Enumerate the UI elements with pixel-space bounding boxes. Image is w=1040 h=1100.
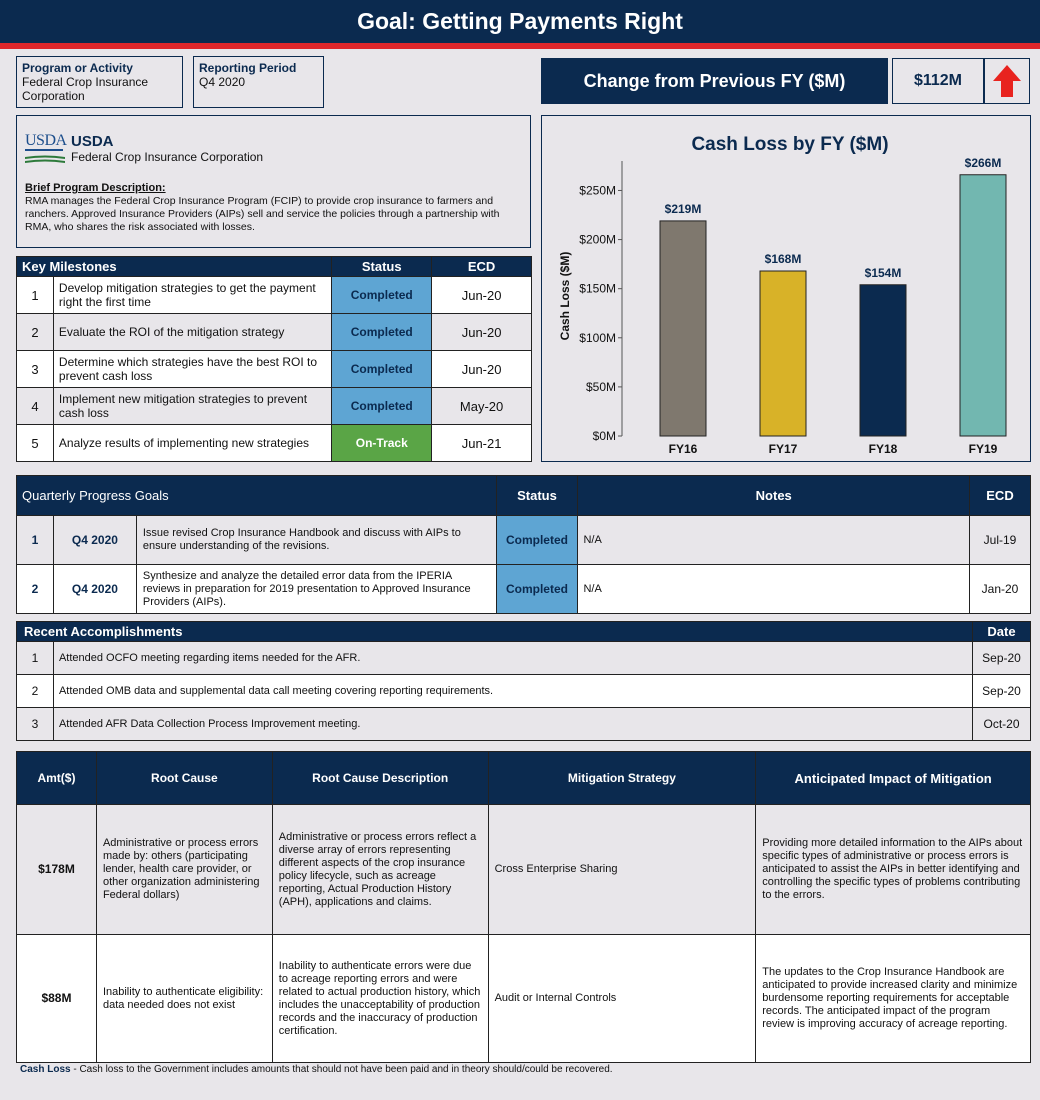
accomplishment-date: Sep-20 [973, 642, 1031, 675]
accomplishment-text: Attended AFR Data Collection Process Improvement meeting. [53, 708, 972, 741]
root-cause-description: Administrative or process errors reflect a diverse array of errors representing different aspects of the crop insurance policy lifecycle, such as acreage reporting, Actual Production History (APH), applications and claims. [272, 805, 488, 935]
quarterly-ecd: Jul-19 [970, 516, 1031, 565]
quarterly-notes: N/A [578, 516, 970, 565]
root-cause-text: Inability to authenticate eligibility: data needed does not exist [96, 935, 272, 1063]
chart-data-label: $168M [764, 252, 802, 266]
page-title: Goal: Getting Payments Right [0, 0, 1040, 43]
accomplishment-number: 3 [17, 708, 54, 741]
chart-y-tick-label: $250M [579, 183, 616, 198]
accomplishments-header-row [17, 622, 1031, 642]
chart-data-label: $219M [664, 201, 702, 216]
change-title: Change from Previous FY ($M) [541, 58, 888, 104]
milestones-title: Key Milestones [17, 257, 332, 277]
quarterly-status: Completed [496, 516, 578, 565]
mitigation-strategy-header: Mitigation Strategy [488, 752, 756, 805]
chart-x-tick-label: FY19 [968, 442, 998, 456]
milestone-row [17, 314, 532, 351]
root-cause-table [16, 751, 1031, 1063]
chart-y-tick-label: $200M [579, 232, 616, 247]
chart-title: Cash Loss by FY ($M) [691, 134, 889, 155]
root-cause-description: Inability to authenticate errors were due to acreage reporting errors and were related to actual production history, which includes the unacceptability of production records and the inaccuracy of production certification. [272, 935, 488, 1063]
chart-y-tick-label: $50M [585, 379, 616, 394]
quarterly-quarter: Q4 2020 [53, 516, 136, 565]
milestone-ecd: Jun-20 [432, 277, 532, 314]
usda-logo [25, 133, 67, 169]
root-cause-text: Administrative or process errors made by: others (participating lender, health care provider, or other organization administering Federal dollars) [96, 805, 272, 935]
milestone-number: 1 [17, 277, 54, 314]
chart-bar [860, 285, 906, 436]
usda-logo-text: USDA [25, 132, 67, 149]
milestone-ecd: Jun-20 [432, 314, 532, 351]
chart-bar [960, 175, 1006, 436]
accomplishment-row [17, 642, 1031, 675]
milestones-status-header: Status [332, 257, 432, 277]
milestone-number: 5 [17, 425, 54, 462]
brief-description-label: Brief Program Description: [25, 182, 166, 194]
milestones-ecd-header: ECD [432, 257, 532, 277]
milestone-number: 2 [17, 314, 54, 351]
quarterly-ecd: Jan-20 [970, 565, 1031, 614]
milestone-text: Analyze results of implementing new strategies [53, 425, 331, 462]
accomplishment-row [17, 675, 1031, 708]
period-label: Reporting Period [199, 61, 297, 75]
chart-y-tick-label: $150M [579, 281, 616, 296]
chart-data-label: $154M [864, 265, 902, 280]
accomplishment-date: Oct-20 [973, 708, 1031, 741]
milestones-table [16, 256, 532, 462]
up-arrow-icon [992, 64, 1022, 98]
chart-x-tick-label: FY17 [768, 442, 798, 456]
milestone-row [17, 277, 532, 314]
milestones-header-row [17, 257, 532, 277]
quarterly-text: Issue revised Crop Insurance Handbook and discuss with AIPs to ensure understanding of the revisions. [136, 516, 496, 565]
footnote-term: Cash Loss [20, 1064, 71, 1075]
change-indicator [984, 58, 1030, 104]
milestone-text: Implement new mitigation strategies to prevent cash loss [53, 388, 331, 425]
milestone-ecd: Jun-20 [432, 351, 532, 388]
milestone-ecd: May-20 [432, 388, 532, 425]
quarterly-status: Completed [496, 565, 578, 614]
chart-x-tick-label: FY18 [868, 442, 898, 456]
chart-y-tick-label: $100M [579, 330, 616, 345]
quarterly-number: 1 [17, 516, 54, 565]
chart-bar [760, 271, 806, 436]
header-divider [0, 43, 1040, 49]
milestone-status: Completed [332, 277, 432, 314]
milestone-ecd: Jun-21 [432, 425, 532, 462]
anticipated-impact: Providing more detailed information to the AIPs about specific types of administrative or process errors is anticipated to assist the AIPs in better identifying and controlling the specific types of problems contributing to the errors. [756, 805, 1031, 935]
root-cause-row [17, 935, 1031, 1063]
mitigation-strategy: Cross Enterprise Sharing [488, 805, 756, 935]
program-description-box [16, 115, 531, 248]
quarterly-goals-table [16, 475, 1031, 614]
chart-bar [660, 221, 706, 436]
milestone-row [17, 425, 532, 462]
change-value: $112M [892, 58, 984, 104]
accomplishment-text: Attended OCFO meeting regarding items needed for the AFR. [53, 642, 972, 675]
milestone-status: Completed [332, 351, 432, 388]
period-box [193, 56, 324, 108]
usda-logo-swoosh-icon [25, 154, 65, 164]
milestone-text: Determine which strategies have the best ROI to prevent cash loss [53, 351, 331, 388]
quarterly-number: 2 [17, 565, 54, 614]
footnote [20, 1064, 613, 1075]
milestone-status: Completed [332, 314, 432, 351]
milestone-status: On-Track [332, 425, 432, 462]
quarterly-ecd-header: ECD [970, 476, 1031, 516]
quarterly-row [17, 565, 1031, 614]
mitigation-strategy: Audit or Internal Controls [488, 935, 756, 1063]
quarterly-header-row [17, 476, 1031, 516]
root-cause-description-header: Root Cause Description [272, 752, 488, 805]
brief-description-text: RMA manages the Federal Crop Insurance Program (FCIP) to provide crop insurance to farmers and ranchers. Approved Insurance Providers (AIPs) sell and service the policies through a partnership with RMA, who shares the risk associated with losses. [25, 195, 500, 233]
accomplishment-text: Attended OMB data and supplemental data call meeting covering reporting requirements. [53, 675, 972, 708]
quarterly-title: Quarterly Progress Goals [17, 476, 497, 516]
program-label: Program or Activity [22, 61, 133, 75]
quarterly-quarter: Q4 2020 [53, 565, 136, 614]
milestone-row [17, 351, 532, 388]
amount-header: Amt($) [17, 752, 97, 805]
agency-subname: Federal Crop Insurance Corporation [71, 150, 264, 164]
cash-loss-chart-svg [542, 116, 1030, 461]
quarterly-notes: N/A [578, 565, 970, 614]
milestone-text: Evaluate the ROI of the mitigation strategy [53, 314, 331, 351]
quarterly-row [17, 516, 1031, 565]
agency-header [25, 133, 522, 169]
accomplishments-date-header: Date [973, 622, 1031, 642]
anticipated-impact-header: Anticipated Impact of Mitigation [756, 752, 1031, 805]
quarterly-status-header: Status [496, 476, 578, 516]
milestone-text: Develop mitigation strategies to get the payment right the first time [53, 277, 331, 314]
program-box [16, 56, 183, 108]
anticipated-impact: The updates to the Crop Insurance Handbook are anticipated to provide increased clarity and minimize burdensome reporting requirements for acceptable records. The anticipated impact of the program review is improving accuracy of acreage reporting. [756, 935, 1031, 1063]
chart-y-axis-label: Cash Loss ($M) [558, 251, 572, 341]
accomplishment-number: 1 [17, 642, 54, 675]
root-cause-amount: $178M [17, 805, 97, 935]
chart-data-label: $266M [964, 155, 1002, 170]
chart-y-tick-label: $0M [592, 429, 616, 443]
root-cause-row [17, 805, 1031, 935]
accomplishment-number: 2 [17, 675, 54, 708]
milestone-row [17, 388, 532, 425]
program-value: Federal Crop Insurance Corporation [22, 75, 149, 103]
agency-name: USDA [71, 133, 114, 150]
accomplishments-table [16, 621, 1031, 741]
root-cause-header-row [17, 752, 1031, 805]
accomplishment-date: Sep-20 [973, 675, 1031, 708]
cash-loss-chart [541, 115, 1031, 462]
chart-x-tick-label: FY16 [668, 442, 698, 456]
quarterly-text: Synthesize and analyze the detailed error data from the IPERIA reviews in preparation for 2019 presentation to Approved Insurance Providers (AIPs). [136, 565, 496, 614]
root-cause-header: Root Cause [96, 752, 272, 805]
milestone-number: 3 [17, 351, 54, 388]
period-value: Q4 2020 [199, 75, 246, 89]
accomplishments-title: Recent Accomplishments [17, 622, 973, 642]
milestone-number: 4 [17, 388, 54, 425]
footnote-text: - Cash loss to the Government includes amounts that should not have been paid and in theory should/could be recovered. [70, 1064, 613, 1075]
milestone-status: Completed [332, 388, 432, 425]
root-cause-amount: $88M [17, 935, 97, 1063]
accomplishment-row [17, 708, 1031, 741]
quarterly-notes-header: Notes [578, 476, 970, 516]
